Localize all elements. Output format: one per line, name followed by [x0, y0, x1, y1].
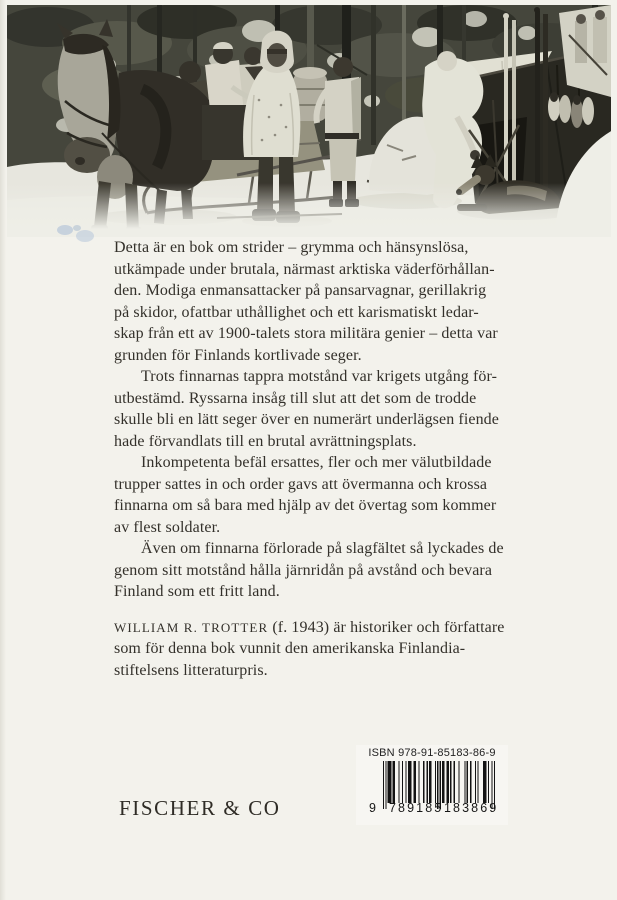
text-line: som för denna bok vunnit den amerikanska Finlandia- [114, 640, 466, 657]
blurb-paragraph-2 [114, 366, 559, 452]
winter-war-photo [7, 5, 611, 237]
blurb-text [114, 237, 559, 681]
text-line: Inkompetenta befäl ersattes, fler och mer välutbildade [141, 454, 492, 471]
isbn-number: ISBN 978-91-85183-86-9 [368, 747, 496, 759]
barcode-digits-right: 183869 [444, 801, 499, 815]
blurb-paragraph-3 [114, 452, 559, 538]
publisher-name: FISCHER & CO [119, 796, 281, 820]
author-name: WILLIAM R. TROTTER [114, 619, 269, 635]
isbn-barcode [356, 745, 508, 825]
author-note-rest: (f. 1943) är historiker och författare [268, 618, 505, 636]
text-line: utkämpade under brutala, närmast arktiska väderförhållan- [114, 260, 495, 278]
barcode-digit-first: 9 [369, 801, 379, 815]
text-line: Trots finnarnas tappra motstånd var krigets utgång för- [141, 368, 498, 385]
ink-smudge [55, 222, 100, 248]
ean13-bars-wrap [369, 761, 499, 819]
text-line: stiftelsens litteraturpris. [114, 661, 268, 679]
text-line: den. Modiga enmansattacker på pansarvagnar, gerillakrig [114, 282, 487, 299]
cover-photo [7, 5, 611, 237]
text-line: grunden för Finlands kortlivade seger. [114, 346, 362, 364]
author-note-line-1 [114, 617, 559, 639]
text-line: finnarna om så bara med hjälp av det övertag som kommer [114, 497, 497, 514]
blurb-paragraph-1 [114, 237, 559, 366]
text-line: på skidor, ofattbar uthållighet och ett karismatiskt ledar- [114, 303, 479, 321]
text-line: skap från ett av 1900-talets stora militära genier – detta var [114, 325, 498, 342]
text-line: av flest soldater. [114, 518, 221, 536]
text-line: genom sitt motstånd hålla järnridån på avstånd och bevara [114, 561, 493, 579]
text-line: utbestämd. Ryssarna insåg till slut att det som de trodde [114, 389, 477, 407]
text-line: Detta är en bok om strider – grymma och hänsynslösa, [114, 239, 469, 256]
page-edge-shadow [0, 0, 6, 900]
author-note [114, 617, 559, 682]
blurb-paragraph-4 [114, 538, 559, 603]
text-line: Även om finnarna förlorade på slagfältet så lyckades de [141, 540, 504, 557]
barcode-digits-left: 789185 [389, 801, 444, 815]
text-line: hade förvandlats till en brutal avrättningsplats. [114, 432, 417, 450]
text-line: trupper sattes in och order gavs att övermanna och krossa [114, 475, 488, 493]
text-line: skulle bli en lätt seger över en numerärt underlägsen fiende [114, 411, 499, 428]
text-line: Finland som ett fritt land. [114, 583, 280, 600]
author-note-lines [114, 638, 559, 681]
